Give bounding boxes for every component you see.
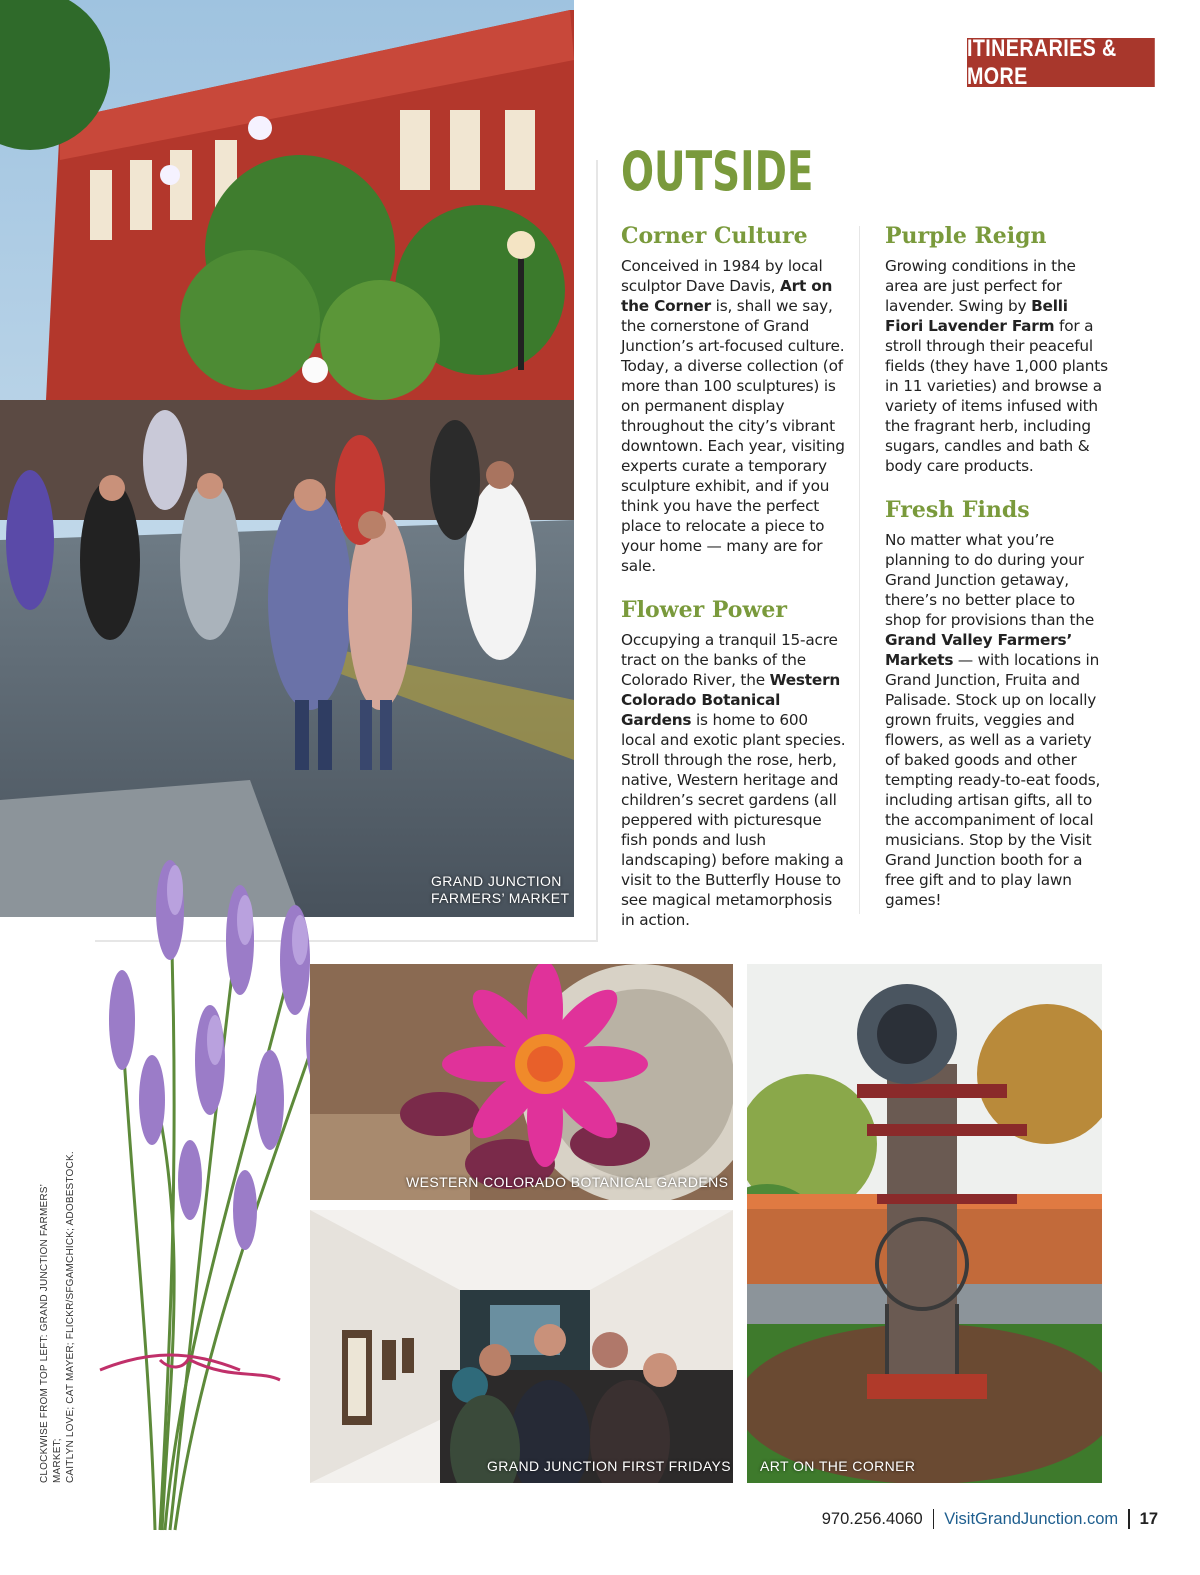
cactus-flower-photo (310, 964, 733, 1200)
farmers-market-caption (431, 873, 570, 907)
article-flower-power (621, 596, 846, 930)
article-highlight: Belli Fiori Lavender Farm (885, 297, 1068, 335)
article-highlight: Western Colorado Botanical Gardens (621, 671, 841, 729)
footer-separator (1128, 1509, 1130, 1529)
section-title: OUTSIDE (621, 140, 814, 203)
article-purple-reign (885, 222, 1110, 476)
article-text: Occupying a tranquil 15-acre tract on the banks of the Colorado River, the (621, 631, 838, 689)
article-title: Flower Power (621, 597, 787, 623)
gallery-event-photo (310, 1210, 733, 1483)
article-body (621, 256, 846, 576)
article-fresh-finds (885, 496, 1110, 910)
footer-separator (933, 1509, 935, 1529)
photo-credit-line2: CAITLYN LOVE; CAT MAYER; FLICKR/SFGAMCHICK; ADOBESTOCK. (65, 1151, 76, 1483)
article-title: Purple Reign (885, 223, 1047, 249)
frame-line-vertical (596, 160, 598, 942)
article-column-right (885, 222, 1110, 930)
article-text: for a stroll through their peaceful fields (they have 1,000 plants in 11 varieties) and browse a variety of items infused with the fragrant herb, including sugars, candles and bath & body care products. (885, 317, 1108, 475)
article-text: Conceived in 1984 by local sculptor Dave Davis, (621, 257, 823, 295)
article-body (885, 530, 1110, 910)
article-highlight: Art on the Corner (621, 277, 833, 315)
section-tag: ITINERARIES & MORE (967, 38, 1155, 87)
column-divider (859, 226, 860, 914)
article-text: No matter what you’re planning to do during your Grand Junction getaway, there’s no better place to shop for provisions than the (885, 531, 1095, 629)
farmers-market-caption-line2: FARMERS’ MARKET (431, 890, 570, 906)
article-corner-culture (621, 222, 846, 576)
article-text: is, shall we say, the cornerstone of Grand Junction’s art-focused culture. Today, a diverse collection (of more than 100 sculptures) is on permanent display throughout the city’s vibrant downtown. Each year, visiting experts curate a temporary sculpture exhibit, and if you think you have the perfect place to relocate a piece to your home — many are for sale. (621, 297, 845, 575)
article-text: — with locations in Grand Junction, Fruita and Palisade. Stock up on locally grown fruits, veggies and flowers, as well as a variety of baked goods and other tempting ready-to-eat foods, including artisan gifts, all to the accompaniment of local musicians. Stop by the Visit Grand Junction booth for a free gift and to play lawn games! (885, 651, 1101, 909)
gallery-caption: GRAND JUNCTION FIRST FRIDAYS (487, 1458, 732, 1474)
article-title: Fresh Finds (885, 497, 1030, 523)
cactus-caption: WESTERN COLORADO BOTANICAL GARDENS (406, 1174, 729, 1190)
page-number: 17 (1139, 1509, 1158, 1528)
footer-phone: 970.256.4060 (821, 1509, 923, 1528)
page-footer (822, 1509, 1158, 1529)
footer-website-link[interactable]: VisitGrandJunction.com (944, 1509, 1119, 1528)
sculpture-photo (747, 964, 1102, 1483)
article-title: Corner Culture (621, 223, 808, 249)
farmers-market-photo (0, 0, 574, 917)
farmers-market-caption-line1: GRAND JUNCTION (431, 873, 562, 889)
article-text: is home to 600 local and exotic plant species. Stroll through the rose, herb, native, Western heritage and children’s secret gardens (all peppered with picturesque fish ponds and lush landscaping) before making a visit to the Butterfly House to see magical metamorphosis in action. (621, 711, 846, 929)
sculpture-caption: ART ON THE CORNER (760, 1458, 916, 1474)
photo-credit-line1: CLOCKWISE FROM TOP LEFT: GRAND JUNCTION FARMERS’ MARKET; (39, 1184, 63, 1483)
article-highlight: Grand Valley Farmers’ Markets (885, 631, 1073, 669)
article-body (885, 256, 1110, 476)
article-text: Growing conditions in the area are just perfect for lavender. Swing by (885, 257, 1076, 315)
article-body (621, 630, 846, 930)
photo-credit (38, 1143, 77, 1483)
article-column-left (621, 222, 846, 950)
